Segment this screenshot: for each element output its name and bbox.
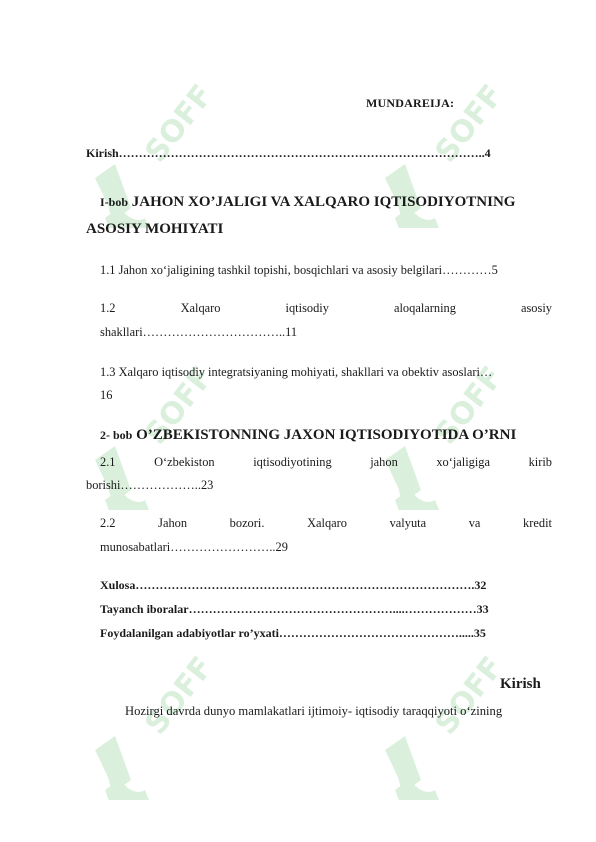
word: jahon [370,455,398,469]
toc-chapter-2-title [100,427,516,444]
word: 2.1 [100,455,116,469]
toc-chapter-1-title [100,194,515,211]
toc-entry-1-1: 1.1 Jahon xo‘jaligining tashkil topishi, bosqichlari va asosiy belgilari…………5 [100,263,498,277]
word: asosiy [520,301,552,315]
word: 2.2 [100,516,116,530]
toc-entry-1-3-line1: 1.3 Xalqaro iqtisodiy integratsiyaning mohiyati, shakllari va obektiv asoslari… [100,365,493,379]
word: kirib [528,455,552,469]
word: Xalqaro [180,301,221,315]
chapter-2-title-text: O’ZBEKISTONNING JAXON IQTISODIYOTIDA O’RNI [132,427,517,443]
chapter-1-prefix: I-bob [100,195,129,209]
word: O‘zbekiston [154,455,215,469]
svg-text:SOFF: SOFF [428,650,511,742]
svg-text:SOFF: SOFF [138,78,221,170]
word: va [468,516,481,530]
chapter-1-title-line1: JAHON XO’JALIGI VA XALQARO IQTISODIYOTNING [128,194,516,210]
word: Xalqaro [307,516,347,530]
word: aloqalarning [393,301,456,315]
intro-heading: Kirish [500,676,541,692]
word: 1.2 [100,301,116,315]
word: kredit [523,516,552,530]
toc-entry-1-3-line2: 16 [100,388,113,402]
toc-entry-2-1-line2: borishi………………..23 [86,478,214,492]
word: iqtisodiyotining [253,455,332,469]
svg-text:SOFF: SOFF [428,360,511,452]
toc-entry-2-2-line1 [100,516,552,531]
toc-entry-2-1-line1 [100,455,552,470]
chapter-1-title-line2: ASOSIY MOHIYATI [86,221,224,237]
toc-entry-keywords: Tayanch iboralar……………………………………………....………………33 [100,602,489,616]
svg-text:SOFF: SOFF [138,650,221,742]
toc-entry-1-2-line2: shakllari……………………………..11 [100,325,298,339]
word: valyuta [389,516,427,530]
svg-text:SOFF: SOFF [138,360,221,452]
toc-entry-2-2-line2: munosabatlari……………………..29 [100,540,288,554]
word: bozori. [229,516,265,530]
page-title: MUNDAREIJA: [366,96,455,110]
word: Jahon [158,516,188,530]
svg-text:SOFF: SOFF [428,78,511,170]
intro-first-line: Hozirgi davrda dunyo mamlakatlari ijtimoiy- iqtisodiy taraqqiyoti o‘zining [125,704,503,718]
word: xo‘jaligiga [436,455,491,469]
toc-entry-references: Foydalanilgan adabiyotlar ro’yxati……………………………………….....35 [100,626,486,640]
toc-entry-1-2-line1 [100,301,552,316]
toc-entry-conclusion: Xulosa………………………………………………………………………….32 [100,578,487,592]
toc-entry-intro: Kirish………………………………………………………………………………..4 [86,146,491,160]
chapter-2-prefix: 2- bob [100,428,133,442]
word: iqtisodiy [285,301,329,315]
